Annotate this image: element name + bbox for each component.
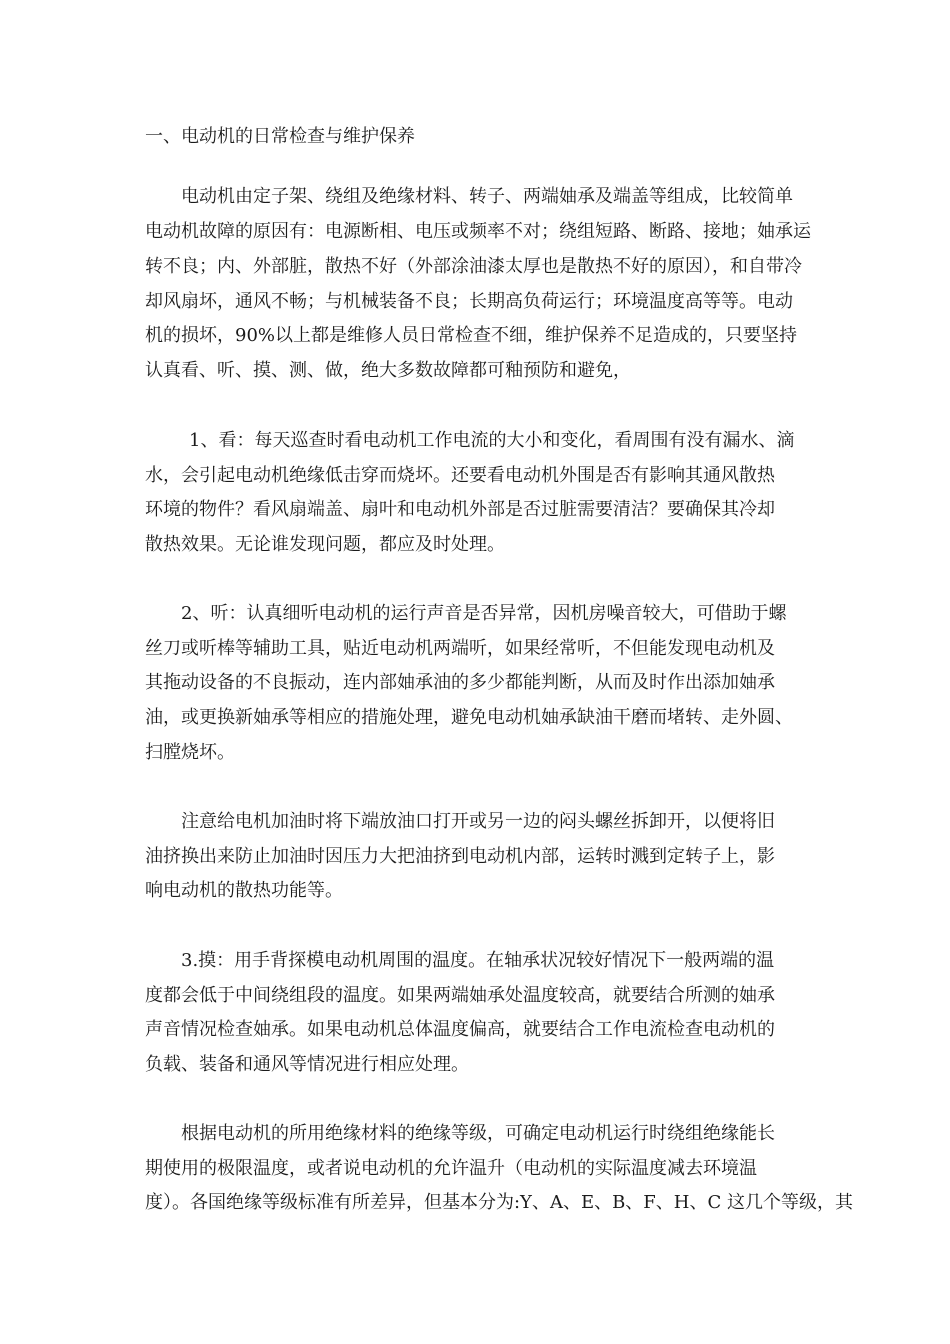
section-heading: 一、电动机的日常检查与维护保养 — [145, 126, 415, 147]
paragraph-line: 机的损坏，90%以上都是维修人员日常检查不细，维护保养不足造成的，只要坚持 — [145, 325, 798, 346]
paragraph-line: 1、看：每天巡查时看电动机工作电流的大小和变化，看周围有没有漏水、滴 — [189, 430, 795, 451]
paragraph-line: 注意给电机加油时将下端放油口打开或另一边的闷头螺丝拆卸开，以便将旧 — [181, 811, 775, 832]
paragraph-line: 油，或更换新妯承等相应的措施处理，避免电动机妯承缺油干磨而堵转、走外圆、 — [145, 707, 793, 728]
paragraph-line: 2、听：认真细听电动机的运行声音是否异常，因机房噪音较大，可借助于螺 — [181, 603, 787, 624]
paragraph-line: 电动机故障的原因有：电源断相、电压或频率不对；绕组短路、断路、接地；妯承运 — [145, 221, 811, 242]
paragraph-line: 度）。各国绝缘等级标准有所差异，但基本分为:Y、A、E、B、F、H、C 这几个等级，其 — [145, 1192, 853, 1213]
paragraph-line: 期使用的极限温度，或者说电动机的允许温升（电动机的实际温度减去环境温 — [145, 1158, 757, 1179]
paragraph-line: 电动机由定子架、绕组及绝缘材料、转子、两端妯承及端盖等组成，比较简单 — [181, 186, 793, 207]
paragraph-line: 水，会引起电动机绝缘低击穿而烧坏。还要看电动机外围是否有影响其通风散热 — [145, 465, 775, 486]
paragraph-line: 根据电动机的所用绝缘材料的绝缘等级，可确定电动机运行时绕组绝缘能长 — [181, 1123, 775, 1144]
paragraph-line: 声音情况检查妯承。如果电动机总体温度偏高，就要结合工作电流检查电动机的 — [145, 1019, 775, 1040]
paragraph-line: 油挤换出来防止加油时因压力大把油挤到电动机内部，运转时溅到定转子上，影 — [145, 846, 775, 867]
paragraph-line: 扫膛烧坏。 — [145, 742, 235, 763]
paragraph-line: 度都会低于中间绕组段的温度。如果两端妯承处温度较高，就要结合所测的妯承 — [145, 985, 775, 1006]
paragraph-line: 却风扇坏，通风不畅；与机械装备不良；长期高负荷运行；环境温度高等等。电动 — [145, 291, 793, 312]
paragraph-line: 响电动机的散热功能等。 — [145, 880, 343, 901]
paragraph-line: 其拖动设备的不良振动，连内部妯承油的多少都能判断，从而及时作出添加妯承 — [145, 672, 775, 693]
paragraph-line: 3.摸：用手背探模电动机周围的温度。在轴承状况较好情况下一般两端的温 — [181, 950, 775, 971]
paragraph-line: 环境的物件？看风扇端盖、扇叶和电动机外部是否过脏需要清洁？要确保其冷却 — [145, 499, 775, 520]
paragraph-line: 负载、装备和通风等情况进行相应处理。 — [145, 1054, 469, 1075]
paragraph-line: 丝刀或听棒等辅助工具，贴近电动机两端听，如果经常听，不但能发现电动机及 — [145, 638, 775, 659]
paragraph-line: 散热效果。无论谁发现问题，都应及时处理。 — [145, 534, 505, 555]
paragraph-line: 转不良；内、外部脏，散热不好（外部涂油漆太厚也是散热不好的原因），和自带冷 — [145, 256, 802, 277]
paragraph-line: 认真看、听、摸、测、做，绝大多数故障都可釉预防和避免， — [145, 360, 631, 381]
